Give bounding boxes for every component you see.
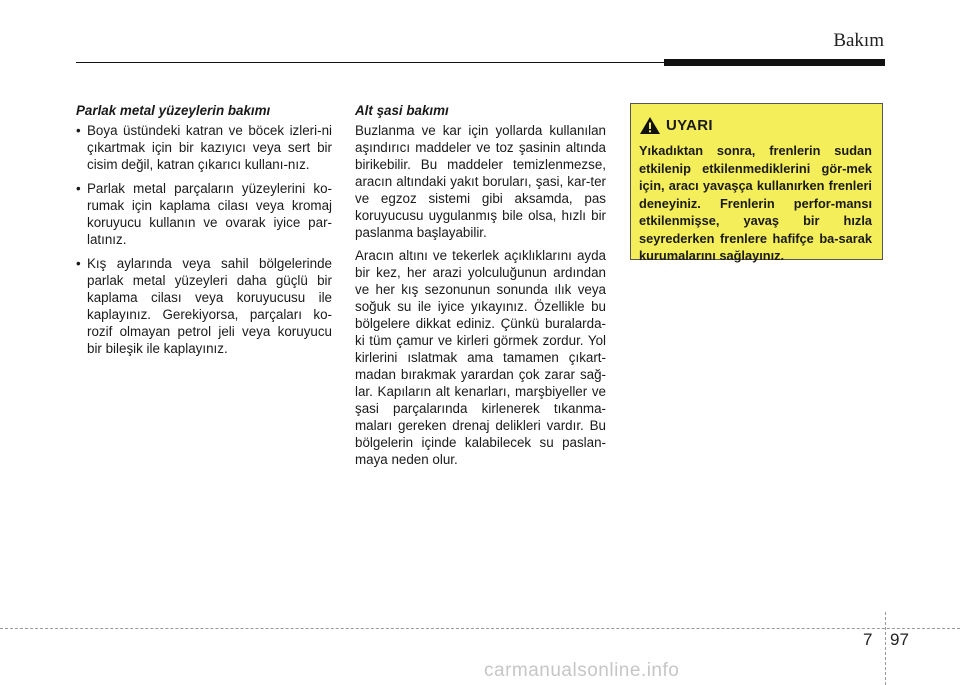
warning-title-row bbox=[639, 116, 872, 135]
list-item bbox=[76, 255, 332, 357]
footer-divider bbox=[885, 612, 886, 685]
warning-title: UYARI bbox=[666, 117, 713, 134]
page-number: 97 bbox=[890, 630, 909, 649]
page-header-title: Bakım bbox=[833, 30, 884, 51]
bullet-dot: • bbox=[76, 256, 81, 271]
left-column bbox=[76, 102, 332, 364]
section-heading-metal-care: Parlak metal yüzeylerin bakımı bbox=[76, 103, 271, 118]
list-item bbox=[76, 122, 332, 173]
paragraph: Buzlanma ve kar için yollarda kullanılan aşındırıcı maddeler ve toz şasinin altında birikebilir. Bu maddeler temizlenmezse, aracın altındaki yakıt boruları, şasi, kar-ter ve egzoz sistemi gibi aksamda, pas koruyucusu uygulanmış bile olsa, hızlı bir paslanma başlayabilir. bbox=[355, 123, 606, 240]
warning-text: Yıkadıktan sonra, frenlerin sudan etkilenip etkilenmediklerini gör-mek için, aracı yavaşça kullanırken frenleri deneyiniz. Frenlerin perfor-mansı etkilenmişse, yavaş bir hızla seyrederken frenlere hafifçe ba-sarak kurumalarını sağlayınız. bbox=[639, 143, 872, 263]
middle-column bbox=[355, 102, 606, 474]
section-heading-underbody-care: Alt şasi bakımı bbox=[355, 103, 449, 118]
bullet-dot: • bbox=[76, 123, 81, 138]
list-item-text: Boya üstündeki katran ve böcek izleri-ni çıkartmak için bir kazıyıcı veya sert bir cisim değil, katran çıkarıcı kullanı-nız. bbox=[87, 123, 332, 172]
footer-rule bbox=[0, 628, 960, 629]
bullet-list bbox=[76, 122, 332, 357]
warning-triangle-icon bbox=[639, 116, 661, 135]
paragraph: Aracın altını ve tekerlek açıklıklarını ayda bir kez, her arazi yolculuğunun ardından ve her kış sezonunun sonunda ılık veya soğuk su ile iyice yıkayınız. Özellikle bu bölgelere dikkat ediniz. Çünkü buralarda-ki tüm çamur ve kirleri görmek zordur. Yol kirlerini ıslatmak ama tamamen çıkart-madan bırakmak yarardan çok zarar sağ-lar. Kapıların alt kenarları, marşbiyeller ve şasi parçalarında kirlenerek tıkanma-maları gereken drenaj delikleri vardır. Bu bölgelerin içinde kalabilecek su paslan-maya neden olur. bbox=[355, 248, 606, 467]
warning-box bbox=[630, 103, 883, 263]
chapter-number: 7 bbox=[863, 630, 873, 649]
header-rule-thick bbox=[664, 59, 885, 66]
bullet-dot: • bbox=[76, 181, 81, 196]
watermark: carmanualsonline.info bbox=[484, 660, 680, 681]
list-item bbox=[76, 180, 332, 248]
list-item-text: Parlak metal parçaların yüzeylerini ko-rumak için kaplama cilası veya kromaj koruyucu kullanın ve ovarak iyice par-latınız. bbox=[87, 181, 332, 247]
header-rule bbox=[76, 62, 664, 63]
list-item-text: Kış aylarında veya sahil bölgelerinde parlak metal yüzeyleri daha güçlü bir kaplama cilası veya koruyucusu ile kaplayınız. Gerekiyorsa, parçaları ko-rozif olmayan petrol jeli veya koruyucu bir bileşik ile kaplayınız. bbox=[87, 256, 332, 356]
